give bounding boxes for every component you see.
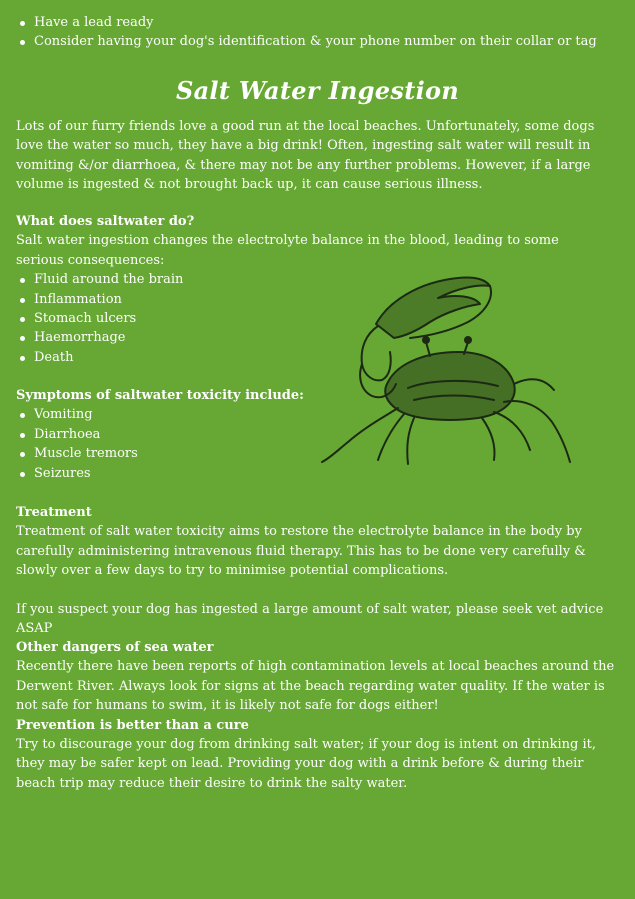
list-item: Inflammation — [34, 290, 346, 309]
what-section — [16, 212, 559, 367]
list-item: Consider having your dog's identification & your phone number on their collar or tag — [34, 32, 635, 51]
list-item: Diarrhoea — [34, 425, 316, 444]
intro-section — [16, 117, 616, 195]
prevention-heading: Prevention is better than a cure — [16, 717, 249, 733]
intro-paragraph: Lots of our furry friends love a good run at the local beaches. Unfortunately, some dogs love the water so much, they have a big drink! Often, ingesting salt water will result in vomiting &/or diarrhoea, & there may not be any further problems. However, if a large volume is ingested & not brought back up, it can cause serious illness. — [16, 119, 595, 193]
page-title: Salt Water Ingestion — [175, 76, 460, 105]
treatment-paragraph: Treatment of salt water toxicity aims to restore the electrolyte balance in the body by carefully administering intravenous fluid therapy. This has to be done very carefully & slowly over a few days to try to minimise potential complications. — [16, 524, 586, 579]
list-item: Fluid around the brain — [34, 270, 346, 289]
treatment-section — [16, 503, 616, 638]
what-paragraph: Salt water ingestion changes the electrolyte balance in the blood, leading to some serious consequences: — [16, 233, 559, 268]
list-item: Muscle tremors — [34, 444, 316, 463]
consequence-list — [16, 270, 346, 367]
list-item: Stomach ulcers — [34, 309, 346, 328]
list-item: Have a lead ready — [34, 13, 635, 32]
other-heading: Other dangers of sea water — [16, 640, 214, 655]
other-dangers-section — [16, 638, 616, 793]
top-bullet-list — [0, 13, 635, 52]
list-item: Death — [34, 348, 346, 367]
treatment-heading: Treatment — [16, 505, 92, 520]
symptoms-heading: Symptoms of saltwater toxicity include: — [16, 388, 304, 403]
list-item: Vomiting — [34, 405, 316, 424]
list-item: Seizures — [34, 464, 316, 483]
what-heading: What does saltwater do? — [16, 214, 195, 229]
crab-illustration — [318, 272, 578, 467]
other-paragraph: Recently there have been reports of high contamination levels at local beaches around the Derwent River. Always look for signs at the beach regarding water quality. If the water is not safe for humans to swim, it is likely not safe for dogs either! — [16, 659, 615, 714]
vet-advice: If you suspect your dog has ingested a large amount of salt water, please seek vet advice ASAP — [16, 601, 604, 637]
prevention-paragraph: Try to discourage your dog from drinking salt water; if your dog is intent on drinking it, they may be safer kept on lead. Providing your dog with a drink before & during their beach trip may reduce their desire to drink the salty water. — [16, 737, 596, 791]
list-item: Haemorrhage — [34, 328, 346, 347]
symptoms-section — [16, 386, 316, 483]
symptom-list — [16, 405, 316, 483]
